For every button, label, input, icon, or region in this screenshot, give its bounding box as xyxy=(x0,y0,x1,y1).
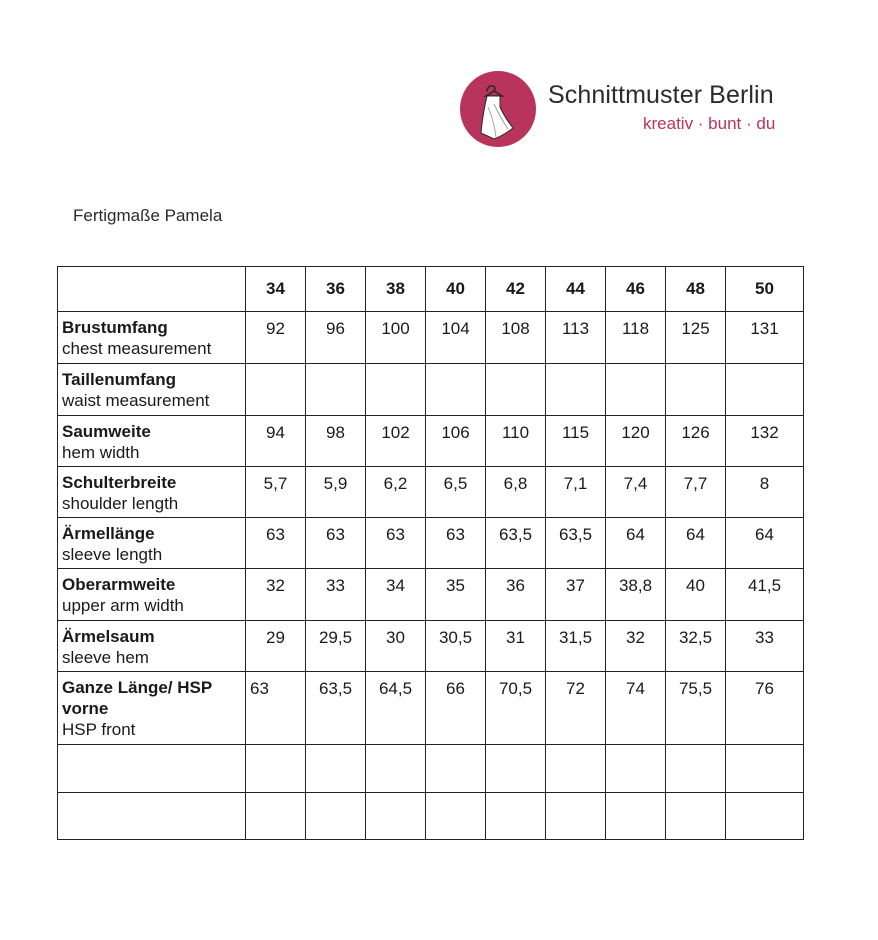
value-cell xyxy=(546,364,606,416)
value-cell: 29,5 xyxy=(306,621,366,672)
row-label-german: Ganze Länge/ HSP vorne xyxy=(62,678,212,718)
empty-cell xyxy=(306,793,366,840)
empty-cell xyxy=(58,745,246,793)
size-header-36: 36 xyxy=(306,267,366,312)
row-label-english: waist measurement xyxy=(62,391,210,410)
value-cell: 76 xyxy=(726,672,804,745)
row-label xyxy=(58,467,246,518)
value-cell: 75,5 xyxy=(666,672,726,745)
empty-cell xyxy=(426,793,486,840)
size-table xyxy=(57,266,804,840)
value-cell: 6,8 xyxy=(486,467,546,518)
value-cell: 63 xyxy=(306,518,366,569)
dress-on-hanger-icon xyxy=(460,71,536,147)
value-cell: 32 xyxy=(606,621,666,672)
row-label xyxy=(58,364,246,416)
value-cell: 32 xyxy=(246,569,306,621)
row-label xyxy=(58,569,246,621)
value-cell: 64 xyxy=(726,518,804,569)
value-cell: 74 xyxy=(606,672,666,745)
value-cell: 104 xyxy=(426,312,486,364)
value-cell: 115 xyxy=(546,416,606,467)
value-cell: 102 xyxy=(366,416,426,467)
row-label-german: Brustumfang xyxy=(62,318,168,337)
value-cell: 29 xyxy=(246,621,306,672)
value-cell: 30 xyxy=(366,621,426,672)
value-cell: 63,5 xyxy=(546,518,606,569)
value-cell: 31 xyxy=(486,621,546,672)
corner-cell xyxy=(58,267,246,312)
value-cell: 94 xyxy=(246,416,306,467)
row-label-german: Saumweite xyxy=(62,422,151,441)
row-label-english: shoulder length xyxy=(62,494,179,513)
value-cell: 37 xyxy=(546,569,606,621)
empty-cell xyxy=(366,745,426,793)
table-row xyxy=(58,672,804,745)
value-cell: 100 xyxy=(366,312,426,364)
empty-cell xyxy=(366,793,426,840)
empty-cell xyxy=(546,745,606,793)
row-label-english: hem width xyxy=(62,443,140,462)
size-header-40: 40 xyxy=(426,267,486,312)
empty-cell xyxy=(726,745,804,793)
row-label xyxy=(58,416,246,467)
row-label-english: sleeve hem xyxy=(62,648,149,667)
table-header-row xyxy=(58,267,804,312)
row-label-english: HSP front xyxy=(62,720,136,739)
brand-name: Schnittmuster Berlin xyxy=(548,81,774,109)
row-label xyxy=(58,518,246,569)
value-cell: 131 xyxy=(726,312,804,364)
table-row xyxy=(58,518,804,569)
brand-logo xyxy=(460,71,800,151)
value-cell: 96 xyxy=(306,312,366,364)
row-label xyxy=(58,672,246,745)
value-cell: 126 xyxy=(666,416,726,467)
value-cell xyxy=(246,364,306,416)
table-row xyxy=(58,416,804,467)
table-row xyxy=(58,621,804,672)
value-cell: 63,5 xyxy=(306,672,366,745)
size-header-48: 48 xyxy=(666,267,726,312)
value-cell: 40 xyxy=(666,569,726,621)
value-cell: 113 xyxy=(546,312,606,364)
value-cell: 63,5 xyxy=(486,518,546,569)
empty-cell xyxy=(606,793,666,840)
value-cell: 35 xyxy=(426,569,486,621)
empty-cell xyxy=(726,793,804,840)
empty-cell xyxy=(486,793,546,840)
table-row xyxy=(58,364,804,416)
value-cell xyxy=(606,364,666,416)
value-cell: 33 xyxy=(726,621,804,672)
empty-cell xyxy=(246,745,306,793)
size-header-46: 46 xyxy=(606,267,666,312)
value-cell: 6,5 xyxy=(426,467,486,518)
value-cell: 64 xyxy=(606,518,666,569)
value-cell: 5,9 xyxy=(306,467,366,518)
value-cell: 63 xyxy=(366,518,426,569)
value-cell: 92 xyxy=(246,312,306,364)
empty-cell xyxy=(546,793,606,840)
row-label-german: Ärmelsaum xyxy=(62,627,155,646)
value-cell xyxy=(726,364,804,416)
value-cell: 110 xyxy=(486,416,546,467)
size-header-42: 42 xyxy=(486,267,546,312)
value-cell: 31,5 xyxy=(546,621,606,672)
table-row xyxy=(58,467,804,518)
value-cell: 7,4 xyxy=(606,467,666,518)
value-cell: 7,1 xyxy=(546,467,606,518)
size-header-44: 44 xyxy=(546,267,606,312)
value-cell: 120 xyxy=(606,416,666,467)
empty-cell xyxy=(486,745,546,793)
document-title: Fertigmaße Pamela xyxy=(73,206,223,225)
value-cell: 64,5 xyxy=(366,672,426,745)
value-cell: 66 xyxy=(426,672,486,745)
value-cell xyxy=(426,364,486,416)
value-cell: 64 xyxy=(666,518,726,569)
value-cell: 108 xyxy=(486,312,546,364)
empty-cell xyxy=(306,745,366,793)
empty-cell xyxy=(606,745,666,793)
value-cell: 30,5 xyxy=(426,621,486,672)
value-cell: 7,7 xyxy=(666,467,726,518)
value-cell: 5,7 xyxy=(246,467,306,518)
value-cell: 98 xyxy=(306,416,366,467)
brand-tagline: kreativ · bunt · du xyxy=(643,114,776,133)
value-cell: 8 xyxy=(726,467,804,518)
empty-cell xyxy=(426,745,486,793)
table-row xyxy=(58,312,804,364)
value-cell: 41,5 xyxy=(726,569,804,621)
row-label xyxy=(58,621,246,672)
value-cell: 63 xyxy=(246,672,306,745)
value-cell xyxy=(306,364,366,416)
value-cell: 118 xyxy=(606,312,666,364)
value-cell: 38,8 xyxy=(606,569,666,621)
empty-cell xyxy=(246,793,306,840)
row-label-german: Oberarmweite xyxy=(62,575,176,594)
table-row xyxy=(58,569,804,621)
value-cell xyxy=(366,364,426,416)
value-cell xyxy=(666,364,726,416)
value-cell xyxy=(486,364,546,416)
empty-cell xyxy=(58,793,246,840)
value-cell: 32,5 xyxy=(666,621,726,672)
size-header-50: 50 xyxy=(726,267,804,312)
empty-table-row xyxy=(58,793,804,840)
row-label-english: upper arm width xyxy=(62,596,184,615)
value-cell: 72 xyxy=(546,672,606,745)
value-cell: 36 xyxy=(486,569,546,621)
empty-table-row xyxy=(58,745,804,793)
value-cell: 132 xyxy=(726,416,804,467)
value-cell: 106 xyxy=(426,416,486,467)
size-header-34: 34 xyxy=(246,267,306,312)
value-cell: 63 xyxy=(426,518,486,569)
row-label-english: chest measurement xyxy=(62,339,212,358)
row-label xyxy=(58,312,246,364)
value-cell: 125 xyxy=(666,312,726,364)
value-cell: 6,2 xyxy=(366,467,426,518)
row-label-german: Taillenumfang xyxy=(62,370,176,389)
value-cell: 34 xyxy=(366,569,426,621)
value-cell: 63 xyxy=(246,518,306,569)
value-cell: 70,5 xyxy=(486,672,546,745)
size-header-38: 38 xyxy=(366,267,426,312)
row-label-german: Schulterbreite xyxy=(62,473,177,492)
value-cell: 33 xyxy=(306,569,366,621)
row-label-german: Ärmellänge xyxy=(62,524,155,543)
empty-cell xyxy=(666,745,726,793)
row-label-english: sleeve length xyxy=(62,545,163,564)
empty-cell xyxy=(666,793,726,840)
